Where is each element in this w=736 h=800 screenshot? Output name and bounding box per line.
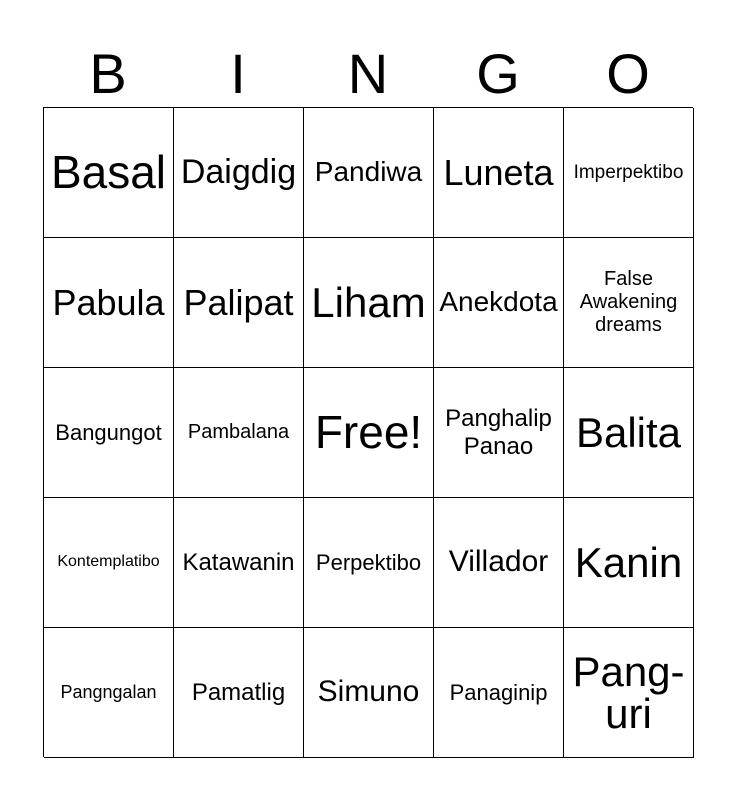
bingo-cell[interactable]: Anekdota: [434, 238, 564, 368]
bingo-cell[interactable]: Pangngalan: [44, 628, 174, 758]
bingo-cell[interactable]: Simuno: [304, 628, 434, 758]
header-letter-g: G: [476, 42, 520, 105]
bingo-cell[interactable]: Katawanin: [174, 498, 304, 628]
free-space-cell[interactable]: Free!: [304, 368, 434, 498]
bingo-cell[interactable]: Perpektibo: [304, 498, 434, 628]
bingo-card-grid: [43, 107, 693, 757]
bingo-cell[interactable]: Bangungot: [44, 368, 174, 498]
bingo-header: [43, 40, 693, 108]
bingo-cell[interactable]: Pandiwa: [304, 108, 434, 238]
bingo-cell[interactable]: Panaginip: [434, 628, 564, 758]
header-letter-i: I: [230, 42, 246, 105]
bingo-cell[interactable]: Imperpektibo: [564, 108, 694, 238]
bingo-cell[interactable]: Panghalip Panao: [434, 368, 564, 498]
bingo-cell[interactable]: Kontemplatibo: [44, 498, 174, 628]
bingo-cell[interactable]: Pamatlig: [174, 628, 304, 758]
bingo-cell[interactable]: Daigdig: [174, 108, 304, 238]
header-letter-o: O: [606, 42, 650, 105]
bingo-cell[interactable]: Pambalana: [174, 368, 304, 498]
header-letter-n: N: [347, 42, 389, 105]
bingo-cell[interactable]: Pang- uri: [564, 628, 694, 758]
bingo-cell[interactable]: Liham: [304, 238, 434, 368]
bingo-cell[interactable]: False Awakening dreams: [564, 238, 694, 368]
bingo-cell[interactable]: Villador: [434, 498, 564, 628]
bingo-cell[interactable]: Kanin: [564, 498, 694, 628]
bingo-cell[interactable]: Pabula: [44, 238, 174, 368]
header-letter-b: B: [89, 42, 127, 105]
bingo-cell[interactable]: Palipat: [174, 238, 304, 368]
bingo-cell[interactable]: Basal: [44, 108, 174, 238]
bingo-cell[interactable]: Luneta: [434, 108, 564, 238]
bingo-cell[interactable]: Balita: [564, 368, 694, 498]
